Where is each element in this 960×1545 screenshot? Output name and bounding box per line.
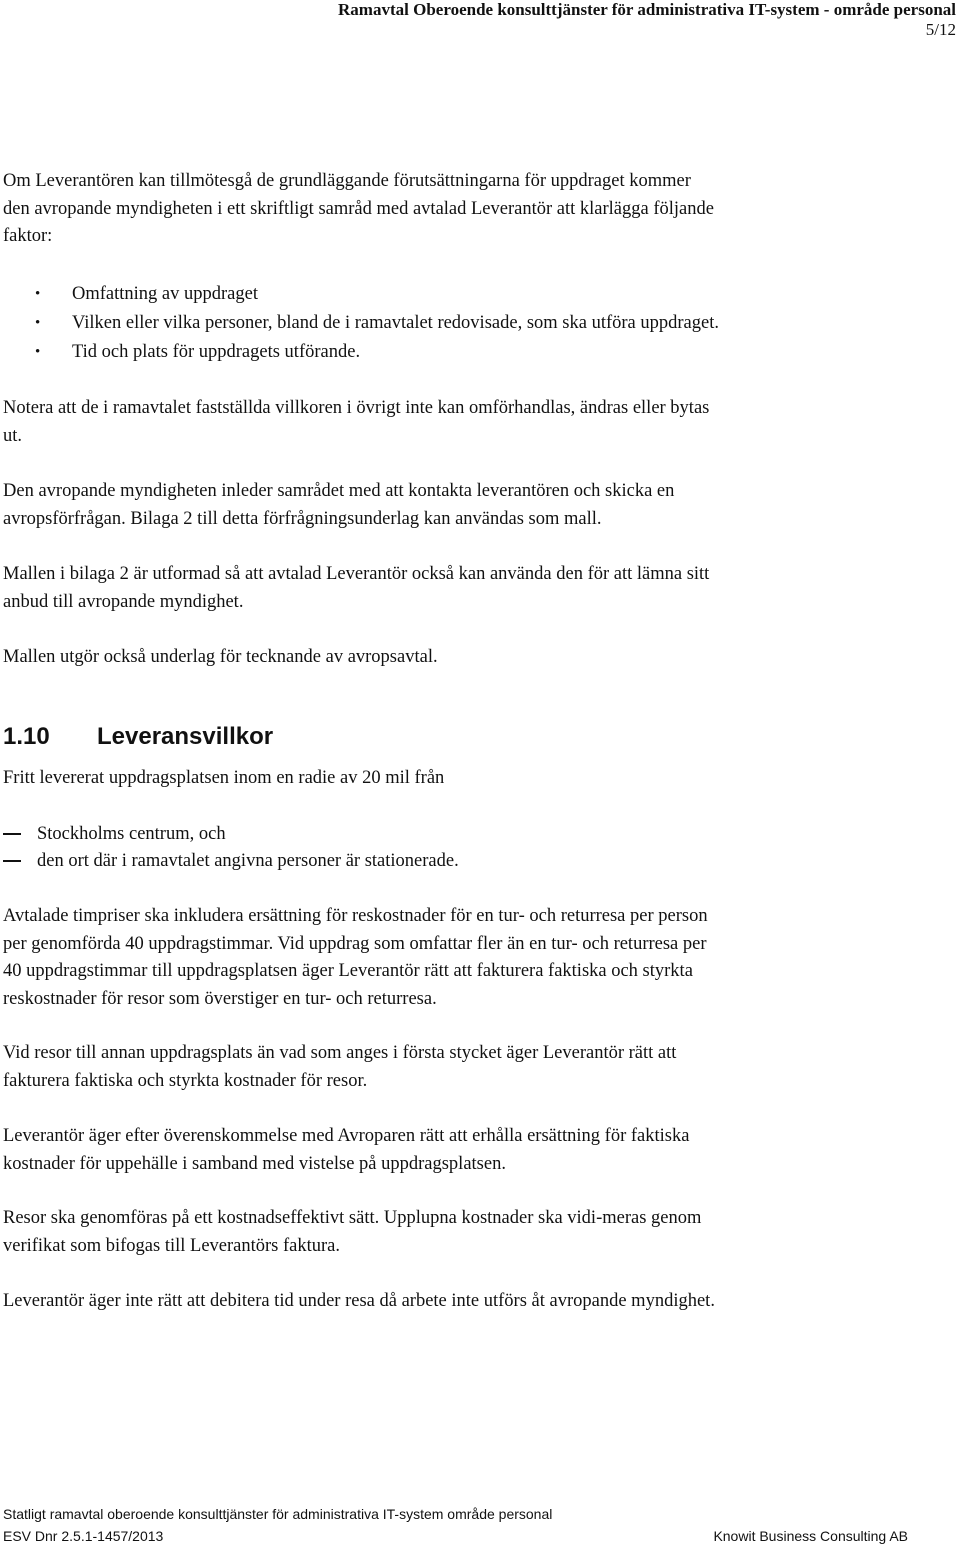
mallen-paragraph <box>3 561 883 616</box>
uppehalle-paragraph <box>3 1123 883 1178</box>
text-line: Den avropande myndigheten inleder samrådet med att kontakta leverantören och skicka en <box>3 481 675 501</box>
text-line: verifikat som bifogas till Leverantörs faktura. <box>3 1235 341 1256</box>
debitera-paragraph <box>3 1288 883 1316</box>
text-line: Notera att de i ramavtalet fastställda villkoren i övrigt inte kan omförhandlas, ändras eller bytas <box>3 398 710 418</box>
section-title: Leveransvillkor <box>97 723 274 750</box>
text-line: avropsförfrågan. Bilaga 2 till detta förfrågningsunderlag kan användas som mall. <box>3 508 602 529</box>
text-line: Leverantör äger efter överenskommelse med Avroparen rätt att erhålla ersättning för faktiska <box>3 1126 690 1146</box>
text-line: faktor: <box>3 226 53 246</box>
mallen-underlag-paragraph <box>3 644 883 672</box>
text-line: ut. <box>3 425 23 446</box>
intro-paragraph <box>3 168 883 251</box>
footer-meta <box>3 1527 908 1545</box>
text-line: fakturera faktiska och styrkta kostnader för resor. <box>3 1070 368 1091</box>
bullet-icon: • <box>35 286 41 302</box>
text-line: Om Leverantören kan tillmötesgå de grundläggande förutsättningarna för uppdraget kommer <box>3 171 691 191</box>
footer-company: Knowit Business Consulting AB <box>713 1528 908 1544</box>
dash-icon <box>3 860 21 862</box>
bullet-icon: • <box>35 344 41 360</box>
resor-paragraph <box>3 1205 883 1260</box>
text-line: Mallen i bilaga 2 är utformad så att avtalad Leverantör också kan använda den för att lämna sitt <box>3 564 710 584</box>
text-line: Resor ska genomföras på ett kostnadseffektivt sätt. Upplupna kostnader ska vidi-meras genom <box>3 1208 702 1228</box>
dash-icon <box>3 833 21 835</box>
text-line: Fritt levererat uppdragsplatsen inom en radie av 20 mil från <box>3 768 445 788</box>
page-number: 5/12 <box>925 20 956 39</box>
notera-paragraph <box>3 395 883 450</box>
text-line: Leverantör äger inte rätt att debitera tid under resa då arbete inte utförs åt avropande myndighet. <box>3 1291 715 1311</box>
text-line: kostnader för uppehälle i samband med vistelse på uppdragsplatsen. <box>3 1153 506 1174</box>
footer-agreement-title: Statligt ramavtal oberoende konsulttjänster för administrativa IT-system område personal <box>3 1506 553 1522</box>
running-header-title: Ramavtal Oberoende konsulttjänster för administrativa IT-system - område personal <box>338 0 956 19</box>
text-line: anbud till avropande myndighet. <box>3 591 244 612</box>
bullet-icon: • <box>35 315 41 331</box>
samrad-paragraph <box>3 478 883 533</box>
text-line: reskostnader för resor som överstiger en tur- och returresa. <box>3 988 437 1009</box>
text-line: den avropande myndigheten i ett skriftligt samråd med avtalad Leverantör att klarlägga följande <box>3 198 714 219</box>
text-line: 40 uppdragstimmar till uppdragsplatsen äger Leverantör rätt att fakturera faktiska och styrkta <box>3 961 693 981</box>
text-line: Mallen utgör också underlag för tecknande av avropsavtal. <box>3 647 438 667</box>
text-line: per genomförda 40 uppdragstimmar. Vid uppdrag som omfattar fler än en tur- och returresa per <box>3 933 707 954</box>
section-heading <box>3 722 273 752</box>
text-line: Vid resor till annan uppdragsplats än vad som anges i första stycket äger Leverantör rätt att <box>3 1043 677 1063</box>
annan-uppdragsplats-paragraph <box>3 1040 883 1095</box>
section-number: 1.10 <box>3 723 50 750</box>
footer-dnr: ESV Dnr 2.5.1-1457/2013 <box>3 1528 164 1544</box>
delivery-lead <box>3 765 883 793</box>
timpriser-paragraph <box>3 903 883 1013</box>
text-line: Avtalade timpriser ska inkludera ersättning för reskostnader för en tur- och returresa per person <box>3 906 708 926</box>
